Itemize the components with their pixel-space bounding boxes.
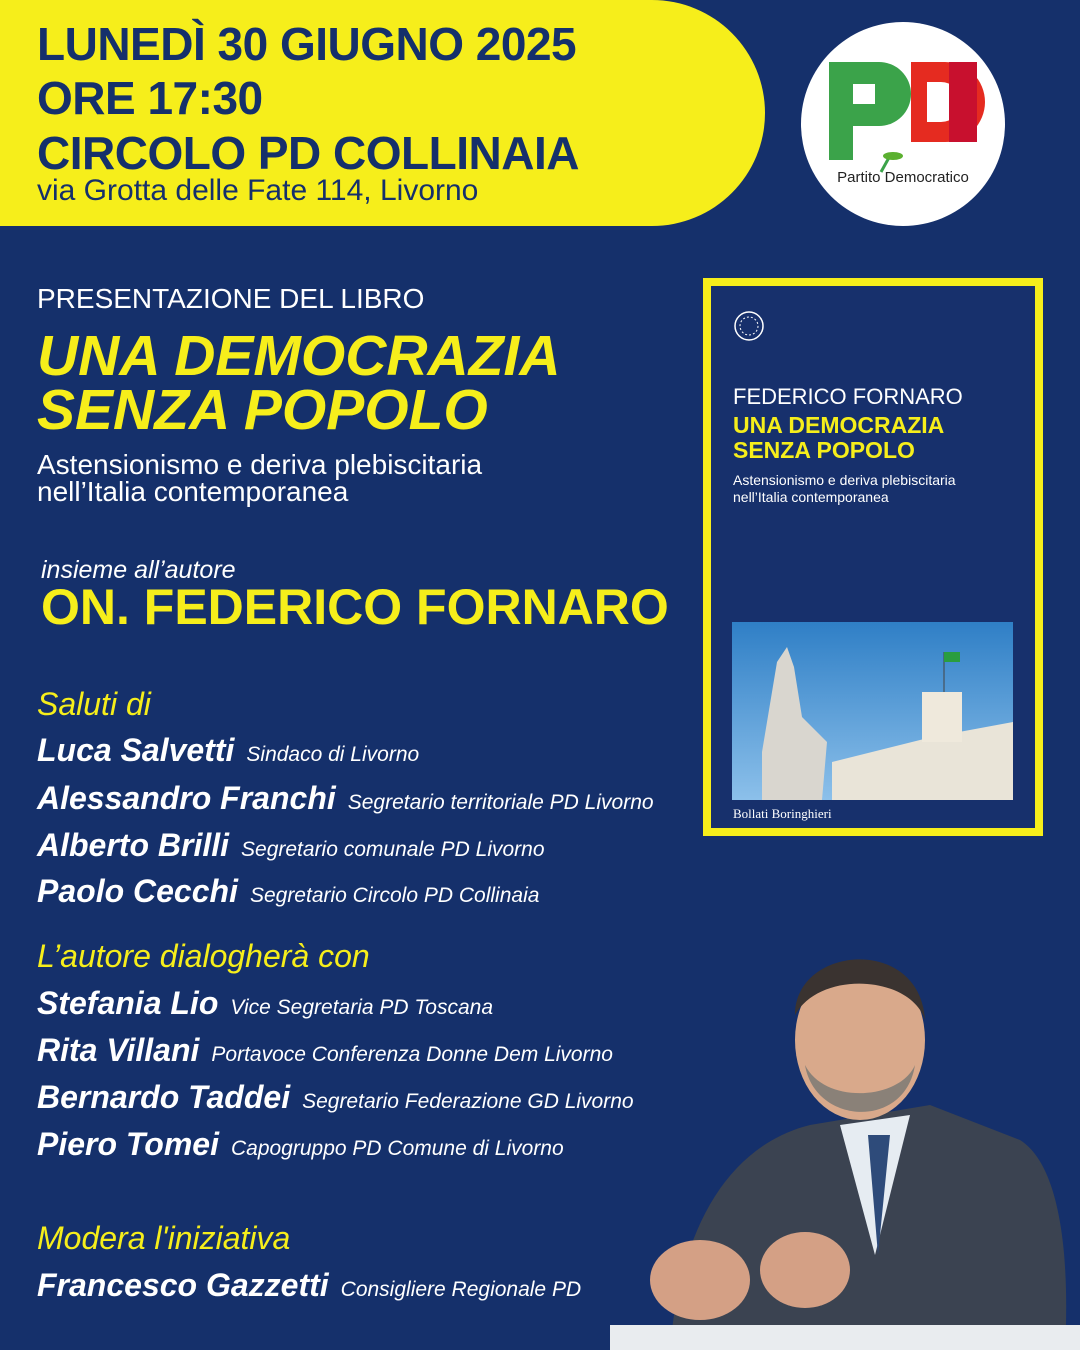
person-entry bbox=[37, 1079, 634, 1116]
person-role: Sindaco di Livorno bbox=[246, 743, 420, 766]
cover-title-line2: SENZA POPOLO bbox=[733, 437, 915, 463]
person-entry bbox=[37, 873, 539, 910]
cover-subtitle-line2: nell’Italia contemporanea bbox=[733, 489, 889, 505]
person-role: Segretario comunale PD Livorno bbox=[241, 838, 545, 861]
person-entry bbox=[37, 1032, 613, 1069]
moderator-heading: Modera l'iniziativa bbox=[37, 1220, 291, 1256]
event-venue: CIRCOLO PD COLLINAIA bbox=[37, 127, 579, 179]
person-entry bbox=[37, 1126, 564, 1163]
author-photo bbox=[610, 925, 1080, 1350]
person-name: Bernardo Taddei bbox=[37, 1079, 291, 1115]
event-address: via Grotta delle Fate 114, Livorno bbox=[37, 174, 479, 207]
person-entry bbox=[37, 732, 419, 769]
cover-publisher: Bollati Boringhieri bbox=[733, 806, 832, 821]
person-role: Consigliere Regionale PD bbox=[340, 1278, 582, 1301]
logo-text: Partito Democratico bbox=[837, 169, 969, 186]
person-name: Alessandro Franchi bbox=[37, 780, 336, 816]
cover-author: FEDERICO FORNARO bbox=[733, 384, 963, 409]
cover-subtitle-line1: Astensionismo e deriva plebiscitaria bbox=[733, 472, 956, 488]
moderator-entry bbox=[37, 1267, 581, 1304]
person-entry bbox=[37, 985, 493, 1022]
event-date: LUNEDÌ 30 GIUGNO 2025 bbox=[37, 18, 577, 70]
book-title-line1: UNA DEMOCRAZIA bbox=[37, 324, 561, 388]
person-name: Alberto Brilli bbox=[37, 827, 230, 863]
book-subtitle-line2: nell’Italia contemporanea bbox=[37, 476, 349, 507]
person-name: Rita Villani bbox=[37, 1032, 200, 1068]
cover-photo-quirinale bbox=[732, 622, 1013, 800]
author-name: ON. FEDERICO FORNARO bbox=[41, 579, 669, 635]
person-role: Capogruppo PD Comune di Livorno bbox=[230, 1137, 564, 1160]
cover-title-line1: UNA DEMOCRAZIA bbox=[733, 412, 945, 438]
person-role: Vice Segretaria PD Toscana bbox=[230, 996, 494, 1019]
greetings-heading: Saluti di bbox=[37, 686, 151, 722]
person-role: Portavoce Conferenza Donne Dem Livorno bbox=[211, 1043, 613, 1066]
person-name: Francesco Gazzetti bbox=[37, 1267, 329, 1303]
person-name: Luca Salvetti bbox=[37, 732, 235, 768]
publisher-emblem-icon bbox=[733, 308, 769, 344]
person-role: Segretario Circolo PD Collinaia bbox=[249, 884, 540, 907]
person-entry bbox=[37, 827, 545, 864]
book-title-line2: SENZA POPOLO bbox=[37, 378, 488, 442]
book-kicker: PRESENTAZIONE DEL LIBRO bbox=[37, 283, 425, 314]
dialogue-heading: L’autore dialogherà con bbox=[37, 938, 370, 974]
person-role: Segretario territoriale PD Livorno bbox=[347, 791, 654, 814]
person-name: Piero Tomei bbox=[37, 1126, 219, 1162]
person-name: Stefania Lio bbox=[37, 985, 219, 1021]
person-entry bbox=[37, 780, 654, 817]
event-time: ORE 17:30 bbox=[37, 72, 263, 124]
book-subtitle-line1: Astensionismo e deriva plebiscitaria bbox=[37, 449, 483, 480]
author-intro: insieme all’autore bbox=[41, 556, 236, 584]
book-cover bbox=[703, 278, 1043, 836]
person-name: Paolo Cecchi bbox=[37, 873, 238, 909]
pd-logo bbox=[801, 22, 1005, 226]
person-role: Segretario Federazione GD Livorno bbox=[302, 1090, 634, 1113]
